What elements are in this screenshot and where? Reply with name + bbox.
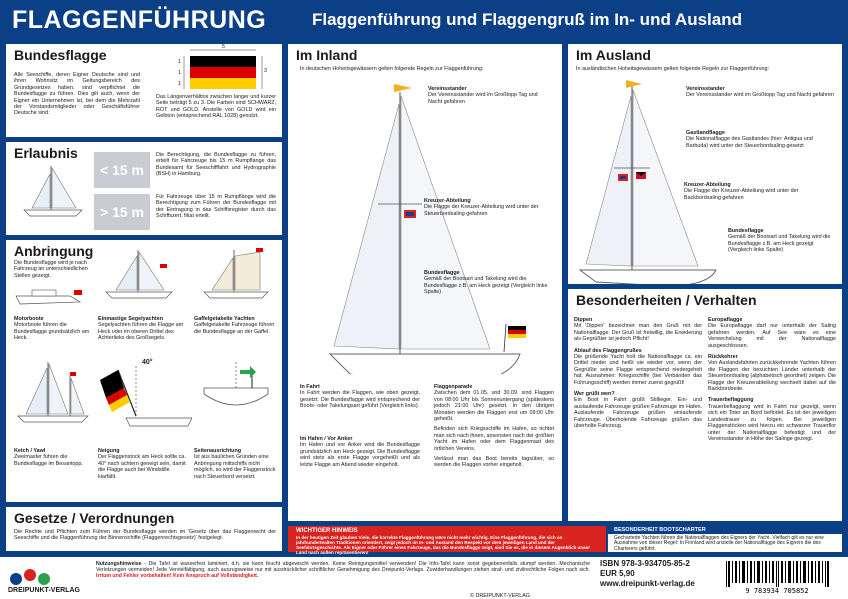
- dreipunkt-logo-icon: [6, 561, 54, 587]
- hinweis-title: WICHTIGER HINWEIS: [296, 528, 358, 534]
- usage-hints: Nutzungshinweise - Die Tafel ist wasserfest laminiert, d.h. sie kann feucht abgewischt werden. Keine Reinigungsmittel verwenden! Die Info-Tafel kann sonst gegebenenfalls stumpf werden. Mechanische Verletzungen vermeiden! Jede Vervielfältigung, auch auszugsweise nur mit ausdrücklicher schriftlicher Genehmigung des Dreipunkt-Verlags. Zuwiderhandlungen ziehen straf- und zivilrechtliche Folgen nach sich. Irrtum und Fehler vorbehalten! Kein Anspruch auf Vollständigkeit.: [96, 561, 590, 579]
- gesetze-text: Die Rechte und Pflichten zum Führen der Bundesflagge werden im 'Gesetz über das Flaggenrecht der Seeschiffe und die Flaggenführung der Binnenschiffe (Flaggenrechtsgesetz)' festgelegt.: [14, 529, 276, 542]
- ausland-yacht-illustration: [570, 74, 720, 284]
- bundesflagge-panel: [6, 44, 282, 137]
- page-subtitle: Flaggenführung und Flaggengruß im In- und Ausland: [312, 10, 742, 29]
- publisher-name: DREIPUNKT-VERLAG: [8, 587, 80, 594]
- erlaubnis-panel: [6, 142, 282, 235]
- besonder-left-column: Dippen Mit 'Dippen' bezeichnet man den Gruß mit der Nationalflagge. Der Gruß ist freiwillig, die Erwiderung als Gegrüßter ist jedoch Pflicht! Ablauf des Flaggengrußes Die grüßende Yacht holt die Nationalflagge ca. ein Drittel nieder und heißt sie wieder vor, wenn der Gegrüßte seine Flagge entsprechend niedergeholt hat. Ausnahmen: Kriegsschiffe (bei Verbänden das Führungsschiff) werden immer zuerst gegrüßt! Wer grüßt wen? Ein Boot in Fahrt grüßt Stillieger. Ein- und auslaufende Fahrzeuge grüßen Fahrzeuge im Hafen. Auslaufende Fahrzeuge grüßen einlaufende Fahrzeuge. Überholende Fahrzeuge grüßen das überholte Fahrzeug.: [574, 317, 702, 430]
- motorboote-caption: Motorboote Motorboote führen die Bundesflagge grundsätzlich am Heck.: [14, 316, 90, 342]
- gesetze-title: Gesetze / Verordnungen: [14, 510, 175, 526]
- charter-text: Gecharterte Yachten führen die Nationalflaggen des Eigners der Yacht. Vielfach gilt es nur eine Ausnahme von dieser Regel: In Finnland wird anstelle der Nationalflagge des Eigners die des Charterers geführt.: [614, 535, 824, 552]
- dim-5-label: 5: [222, 44, 225, 50]
- gaffel-caption: Gaffelgetakelte Yachten Gaffelgetakelte Fahrzeuge führen die Bundesflagge an der Gaffel.: [194, 316, 275, 335]
- einmast-caption: Einmastige Segelyachten Segelyachten führen die Flagge am Heck oder im oberen Drittel des Achterlieks des Großsegels.: [98, 316, 184, 342]
- barcode-number: 9 783934 705852: [745, 587, 809, 595]
- motorboat-icon: [10, 282, 90, 312]
- im-hafen-block: Im Hafen / Vor Anker Im Hafen und vor Anker wird die Bundesflagge grundsätzlich am Heck gezeigt. Die Bundesflagge wird stets als erste Flagge vorgeheißt und als letzte Flagge am Abend wieder eingeholt.: [300, 436, 420, 468]
- gaff-rigged-yacht-icon: [190, 248, 280, 300]
- gesetze-panel: [6, 507, 282, 551]
- inland-kreuzer-callout: Kreuzer-Abteilung Die Flagge der Kreuzer-Abteilung wird unter der Steuerbordsaling gefahren: [424, 198, 539, 217]
- ketch-icon: [10, 358, 94, 428]
- inland-yacht-illustration: [290, 74, 560, 374]
- erlaubnis-title: Erlaubnis: [14, 145, 78, 161]
- besonderheiten-panel: [568, 289, 842, 521]
- gt15-badge: > 15 m: [94, 194, 150, 230]
- lt15-badge: < 15 m: [94, 152, 150, 188]
- seiten-caption: Seitenausrichtung Ist aus baulichen Gründen eine Anbringung mittschiffs nicht möglich, so wird der Flaggenstock nach Steuerbord versetzt.: [194, 448, 276, 480]
- sailboat-icon: [14, 164, 94, 224]
- inland-verein-callout: Vereinsstander Der Vereinsstander wird im Großtopp Tag und Nacht gefahren: [428, 86, 538, 105]
- erlaubnis-gt-text: Für Fahrzeuge über 15 m Rumpflänge wird die Berechtigung zum Führen der Bundesflagge mit der Eintragung in das Schiffsregister durch das Schiffszert. fikat erteilt.: [156, 194, 276, 220]
- charter-title: BESONDERHEIT BOOTSCHARTER: [614, 527, 706, 533]
- neigung-caption: Neigung Der Flaggenstock am Heck sollte ca. 40° nach achtern geneigt sein, damit die Flagge auch bei Windstille klarfällt.: [98, 448, 186, 480]
- single-mast-yacht-icon: [96, 248, 186, 300]
- ausland-bundes-callout: Bundesflagge Gemäß der Bootsart und Takelung wird die Bundesflagge z.B. am Heck gezeigt (Vergleich linke Spalte): [728, 228, 831, 254]
- erlaubnis-lt-text: Die Berechtigung, die Bundesflagge zu führen, erteilt für Fahrzeuge bis 15 m Rumpflänge das Bundesamt für Seeschifffahrt und Hydrographie (BSH) in Hamburg.: [156, 152, 276, 178]
- ausland-gast-callout: Gastlandflagge Die Nationalflagge des Gastlandes (hier: Antigua und Barbuda) wird unter der Steuerbordsaling gesetzt: [686, 130, 813, 149]
- dim-3-label: 3: [264, 68, 267, 74]
- charter-panel: [608, 534, 842, 552]
- inland-panel: [288, 44, 562, 521]
- footer: [0, 555, 848, 599]
- angle-label: 40°: [142, 359, 153, 366]
- ketch-caption: Ketch / Yawl Zweimaster führen die Bundesflagge im Besantopp.: [14, 448, 83, 467]
- anbringung-title: Anbringung: [14, 243, 94, 259]
- dim-1b-label: 1: [178, 70, 181, 76]
- inland-bundes-callout: Bundesflagge Gemäß der Bootsart und Takelung wird die Bundesflagge z.B. am Heck gezeigt (Vergleich linke Spalte): [424, 270, 548, 296]
- flag-proportion-diagram: [170, 44, 270, 94]
- flagstaff-angle-diagram: [96, 358, 192, 428]
- isbn-price-block: ISBN 978-3-934705-85-2 EUR 5,90 www.dreipunkt-verlag.de: [600, 559, 695, 588]
- hinweis-text: In der heutigen Zeit glauben Viele, die korrekte Flaggenführung wäre nicht mehr wichtig. Eine Flaggenführung, die sich an jahrhundertealten Traditionen orientiert, zeigt jedoch im In- und Ausland den Respekt vor dem jeweiligen Land und der Seefahrtsgeschichte. Als Eigner oder Führer eines Fahrzeugs, das die Bundesflagge zeigt, sind Sie es, die in diesem Augenblick unser Land nach außen repräsentieren!: [296, 535, 590, 555]
- flaggenparade-block: Flaggenparade Zwischen dem 01.05. und 30.09. sind Flaggen von 08:00 Uhr bis Sonnenuntergang (spätestens jedoch 21:00 Uhr) gesetzt. In den übrigen Monaten werden die Flaggen erst um 09:00 Uhr geheißt. Befinden sich Kriegsschiffe im Hafen, so richtet man sich nach ihnen, ansonsten nach der größten Yacht im Hafen oder dem Flaggenmast des örtlichen Vereins. Verlässt man das Boot bereits tagsüber, so werden die Flaggen vorher eingeholt.: [434, 384, 554, 469]
- side-mount-diagram: [194, 358, 278, 428]
- page-title: FLAGGENFÜHRUNG: [12, 5, 267, 34]
- header-bar: [0, 0, 848, 40]
- wichtiger-hinweis-box: [288, 526, 606, 555]
- besonder-right-column: Europaflagge Die Europaflagge darf nur unterhalb der Saling gefahren werden. Auf See wäre es eine Verwechslung mit der Nationalflagge ausgeschlossen. Rückkehrer Von Auslandsfahrten zurückkehrende Yachten führen die Flaggen der besuchten Länder unterhalb der Steuerbordsaling (alphabetisch geordnet) zeigen. Die Flagge der Kreuzerabteilung wechselt dabei auf die Backbordseite. Trauerbeflaggung Trauerbeflaggung wird in Fahrt nur gezeigt, wenn sich ein Toter an Bord befindet. Es ist der jeweiligen Landestrauer zu folgen. Bei jeweiligen Flaggenstöcken wird hierzu ein schwarzer Trauerflor unter der Nationalflagge befestigt und der Vereinsstander in Höhe der Salinge gezeigt.: [708, 317, 836, 442]
- inland-intro: In deutschen Hoheitsgewässern gelten folgende Regeln zur Flaggenführung:: [300, 66, 484, 72]
- ausland-panel: [568, 44, 842, 284]
- bundesflagge-title: Bundesflagge: [14, 47, 107, 63]
- bundesflagge-text: Alle Seeschiffe, deren Eigner Deutsche sind und ihren Wohnsitz im Geltungsbereich des Grundgesetzes haben, sind verpflichtet die Bundesflagge zu führen. Dies gilt auch, wenn der Eigner ein Unternehmen ist, bei dem die Mehrzahl der Vorstandsmitglieder oder Geschäftsführer Deutsche sind.: [14, 72, 140, 117]
- in-fahrt-block: In Fahrt In Fahrt werden die Flaggen, wie oben gezeigt, gesetzt. Die Bundesflagge wird entsprechend der Boots- oder Takelungsart geführt (Vergleich links).: [300, 384, 420, 410]
- anbringung-intro: Die Bundesflagge wird je nach Fahrzeug an unterschiedlichen Stellen gezeigt.: [14, 260, 88, 279]
- dim-1a-label: 1: [178, 59, 181, 65]
- anbringung-panel: [6, 240, 282, 502]
- ausland-verein-callout: Vereinsstander Der Vereinsstander wird im Großtopp Tag und Nacht gefahren: [686, 86, 834, 99]
- ausland-intro: In ausländischen Hoheitsgewässern gelten folgende Regeln zur Flaggenführung:: [576, 66, 769, 72]
- inland-title: Im Inland: [296, 47, 358, 63]
- dim-1c-label: 1: [178, 81, 181, 87]
- ausland-title: Im Ausland: [576, 47, 651, 63]
- ausland-kreuzer-callout: Kreuzer-Abteilung Die Flagge der Kreuzer-Abteilung wird unter der Backbordsaling gefahren: [684, 182, 799, 201]
- flag-proportion-text: Das Längenverhältnis zwischen langer und kurzer Seite beträgt 5 zu 3. Die Farben sind SCHWARZ, ROT und GOLD. Anstelle von GOLD wird ein Gelbton (entsprechend RAL 1028) genutzt.: [156, 94, 276, 120]
- charter-title-bar: [608, 526, 842, 534]
- besonderheiten-title: Besonderheiten / Verhalten: [576, 292, 757, 308]
- copyright-text: © DREIPUNKT-VERLAG: [470, 593, 530, 599]
